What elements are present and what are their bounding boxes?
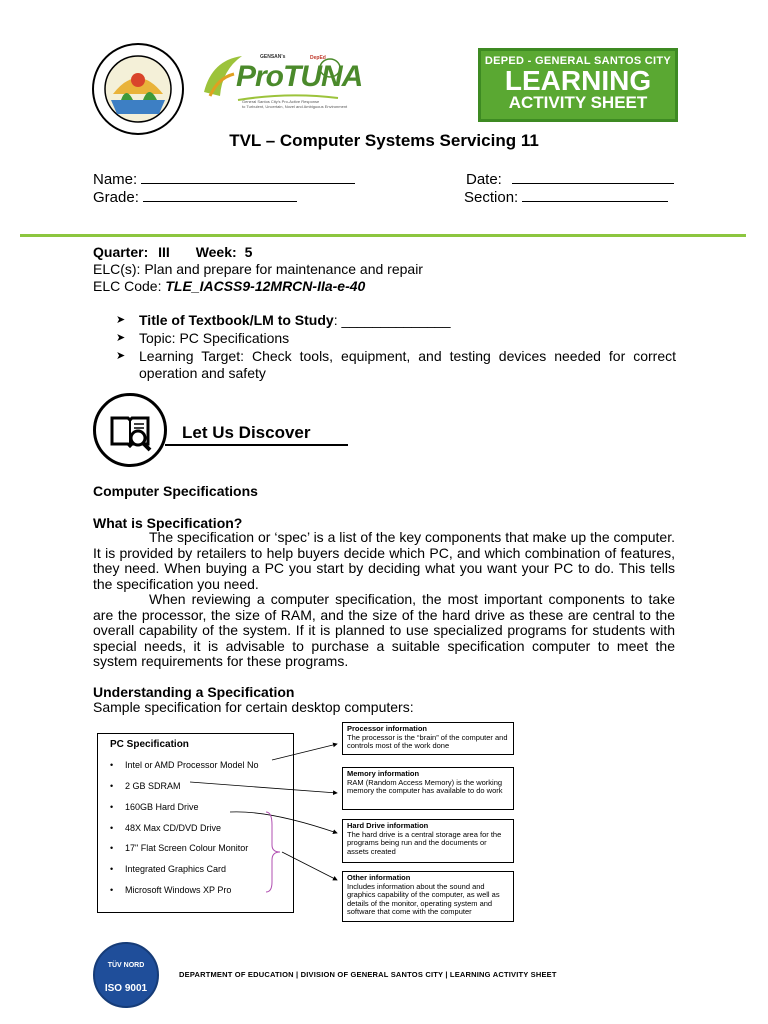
spec-item-text: 48X Max CD/DVD Drive	[125, 823, 222, 833]
grade-label: Grade:	[93, 189, 139, 206]
spec-item-text: Microsoft Windows XP Pro	[125, 885, 232, 895]
info-title: Hard Drive information	[347, 821, 429, 830]
quarter-value: III	[158, 244, 170, 260]
elc-code-label: ELC Code:	[93, 278, 166, 294]
paragraph-3: Sample specification for certain desktop computers:	[93, 699, 414, 715]
spec-title: PC Specification	[110, 739, 189, 750]
las-mid-text: ACTIVITY SHEET	[508, 93, 648, 112]
spec-item-text: 2 GB SDRAM	[125, 781, 181, 791]
info-title: Processor information	[347, 724, 428, 733]
las-big-text: LEARNING	[504, 65, 652, 96]
spec-item-text: Intel or AMD Processor Model No	[125, 760, 259, 770]
week-label: Week:	[195, 244, 237, 260]
protuna-brand-top: GENSAN's	[260, 54, 286, 60]
info-body: The processor is the “brain” of the computer and controls most of the work done	[347, 732, 508, 750]
connector-arrow	[230, 812, 337, 833]
info-box-other	[342, 871, 514, 922]
spec-item-text: 17" Flat Screen Colour Monitor	[125, 843, 249, 853]
section-heading: Let Us Discover	[182, 423, 311, 442]
week-value: 5	[244, 244, 253, 260]
section-label: Section:	[464, 189, 519, 206]
info-body: Includes information about the sound and graphics capability of the computer, as well as details of the monitor, operating system and software that come with the computer	[347, 881, 500, 916]
topic-text: Topic: PC Specifications	[139, 330, 290, 346]
elc-code-value: TLE_IACSS9-12MRCN-IIa-e-40	[165, 278, 366, 294]
bullet-dot-icon: •	[110, 823, 114, 833]
bullet-dot-icon: •	[110, 864, 114, 874]
heading-computer-specifications: Computer Specifications	[93, 483, 258, 499]
textbook-value: : ______________	[333, 312, 451, 328]
spec-item-text: 160GB Hard Drive	[125, 802, 199, 812]
logo-top-text: TÜV NORD	[107, 962, 145, 969]
arrow-bullet-icon: ➤	[116, 332, 126, 344]
info-body: The hard drive is a central storage area for the programs being run and the documents or assets created	[347, 829, 502, 856]
heading-understanding-specification: Understanding a Specification	[93, 684, 295, 700]
quarter-label: Quarter:	[93, 244, 149, 260]
textbook-label: Title of Textbook/LM to Study	[139, 312, 334, 328]
info-title: Memory information	[347, 769, 420, 778]
protuna-brand-tag: DepEd	[310, 55, 326, 61]
heading-what-is-specification: What is Specification?	[93, 515, 243, 531]
info-box-hard-drive	[342, 819, 514, 863]
bullet-dot-icon: •	[110, 802, 114, 812]
name-label: Name:	[93, 171, 138, 188]
grouping-brace	[266, 812, 280, 892]
bullet-dot-icon: •	[110, 885, 114, 895]
bullet-dot-icon: •	[110, 843, 114, 853]
connector-arrow	[282, 852, 337, 880]
arrow-bullet-icon: ➤	[116, 314, 126, 326]
protuna-subtitle-2: to Turbulent, Uncertain, Novel and Ambiguous Environment	[242, 104, 348, 109]
bullet-dot-icon: •	[110, 760, 114, 770]
page-title: TVL – Computer Systems Servicing 11	[229, 131, 539, 150]
elc: ELC(s): Plan and prepare for maintenance and repair	[93, 261, 423, 277]
info-box-memory	[342, 767, 514, 810]
protuna-title: ProTUNA	[236, 60, 363, 93]
tuv-nord-iso-logo	[93, 942, 159, 1008]
info-body: RAM (Random Access Memory) is the working memory the computer has available to do work	[347, 777, 503, 795]
target-text: Learning Target: Check tools, equipment, and testing devices needed for correct operation and safety	[139, 348, 676, 381]
paragraph-1: The specification or ‘spec’ is a list of the key components that make up the computer. It is provided by retailers to help buyers decide which PC, and which combination of features, they need. When buying a PC you start by deciding what you want your PC to do. This tells the specification you need.	[93, 529, 675, 592]
arrow-bullet-icon: ➤	[116, 350, 126, 362]
las-top-text: DEPED - GENERAL SANTOS CITY	[484, 55, 672, 67]
info-box-processor	[342, 722, 514, 755]
info-title: Other information	[347, 873, 411, 882]
bullet-dot-icon: •	[110, 781, 114, 791]
logo-bottom-text: ISO 9001	[104, 983, 148, 994]
footer-text: DEPARTMENT OF EDUCATION | DIVISION OF GENERAL SANTOS CITY | LEARNING ACTIVITY SHEET	[179, 970, 557, 979]
connector-arrow	[190, 782, 337, 793]
paragraph-2: When reviewing a computer specification, the most important components to take are the processor, the size of RAM, and the size of the hard drive as these are central to the overall capability of the system. If it is planned to use specialized programs for students with special needs, it is advisable to purchase a suitable specification computer to meet the system requirements for these programs.	[93, 591, 675, 670]
protuna-subtitle: General Santos City's Pro-Active Response	[242, 99, 320, 104]
connector-arrow	[272, 744, 337, 760]
spec-item-text: Integrated Graphics Card	[125, 864, 227, 874]
date-label: Date:	[466, 171, 502, 188]
